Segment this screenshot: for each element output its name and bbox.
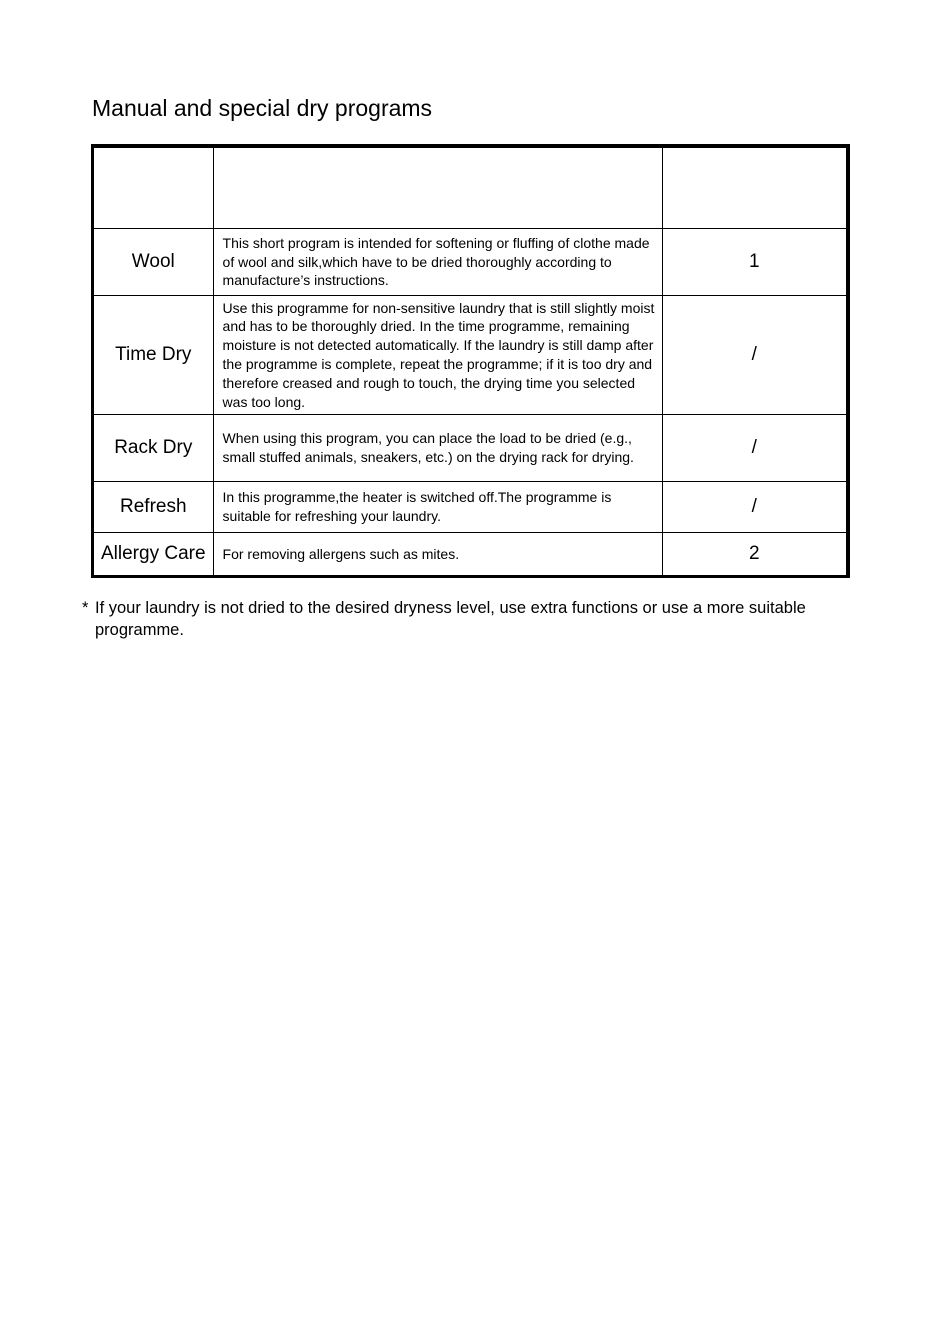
program-description: For removing allergens such as mites.	[213, 533, 662, 577]
program-name: Wool	[93, 229, 214, 296]
program-value: 2	[662, 533, 848, 577]
table-header-row	[93, 146, 849, 229]
program-name: Time Dry	[93, 296, 214, 415]
program-description: Use this programme for non-sensitive laundry that is still slightly moist and has to be thoroughly dried. In the time programme, remaining moisture is not detected automatically. If the laundry is still damp after the programme is complete, repeat the programme; if it is too dry and therefore creased and rough to touch, the drying time you selected was too long.	[213, 296, 662, 415]
program-description: This short program is intended for softening or fluffing of clothe made of wool and silk,which have to be dried thoroughly according to manufacture’s instructions.	[213, 229, 662, 296]
program-name: Allergy Care	[93, 533, 214, 577]
program-value: /	[662, 296, 848, 415]
program-description: When using this program, you can place the load to be dried (e.g., small stuffed animals, sneakers, etc.) on the drying rack for drying.	[213, 415, 662, 482]
table-row	[93, 482, 849, 533]
page-title: Manual and special dry programs	[92, 95, 433, 121]
programs-table	[91, 144, 850, 578]
program-description: In this programme,the heater is switched off.The programme is suitable for refreshing your laundry.	[213, 482, 662, 533]
program-value: /	[662, 482, 848, 533]
table-row	[93, 229, 849, 296]
program-value: /	[662, 415, 848, 482]
header-cell	[662, 146, 848, 229]
footnote-marker: *	[82, 599, 89, 617]
program-name: Refresh	[93, 482, 214, 533]
table-row	[93, 415, 849, 482]
program-value: 1	[662, 229, 848, 296]
table-row	[93, 296, 849, 415]
footnote-text: If your laundry is not dried to the desired dryness level, use extra functions or use a more suitable programme.	[95, 599, 806, 639]
table-row	[93, 533, 849, 577]
header-cell	[213, 146, 662, 229]
footnote	[82, 597, 882, 641]
program-name: Rack Dry	[93, 415, 214, 482]
header-cell	[93, 146, 214, 229]
